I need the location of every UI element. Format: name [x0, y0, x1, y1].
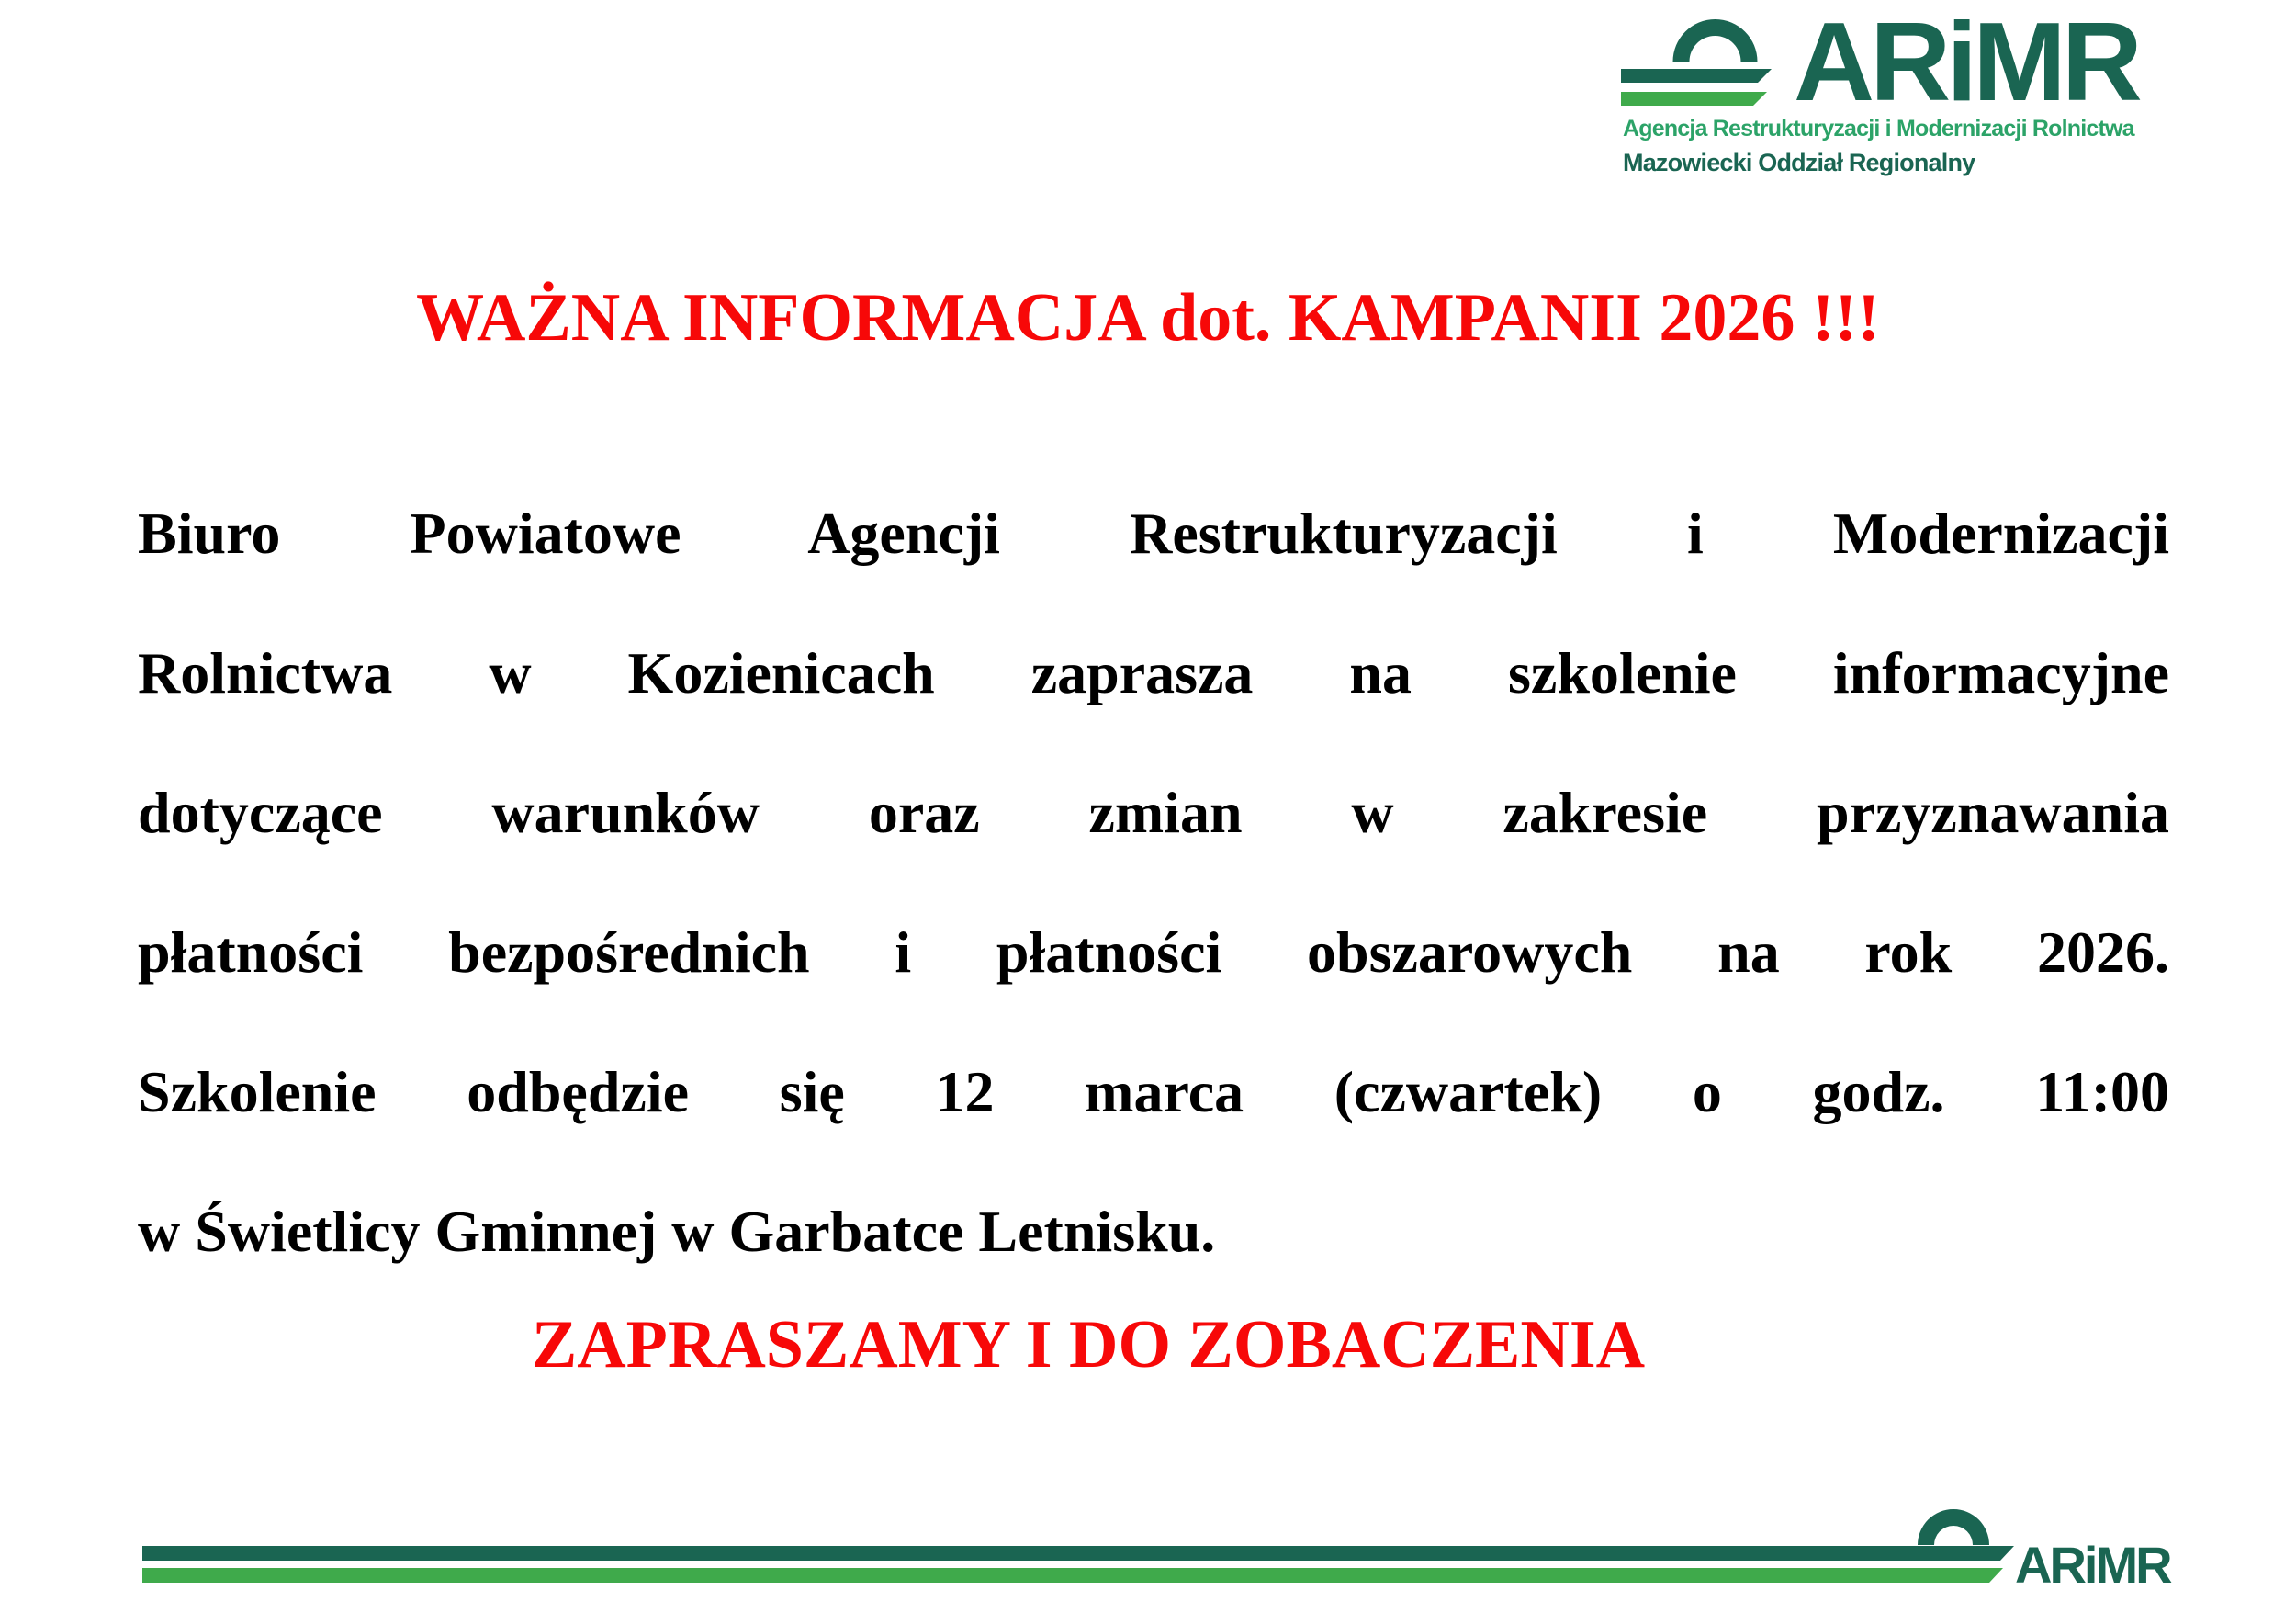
announcement-body — [138, 464, 2169, 1302]
logo-agency-name: Agencja Restrukturyzacji i Modernizacji Rolnictwa — [1623, 116, 2134, 141]
body-line: płatności bezpośrednich i płatności obszarowych na rok 2026. — [138, 919, 2169, 985]
body-line: w Świetlicy Gminnej w Garbatce Letnisku. — [138, 1199, 1216, 1264]
footer-arimr-arch-icon — [1912, 1484, 1995, 1545]
closing-line: ZAPRASZAMY I DO ZOBACZENIA — [531, 1307, 1646, 1382]
footer-divider-dark — [142, 1546, 2014, 1561]
arimr-wordmark: ARiMR — [1794, 0, 2138, 124]
arimr-logo — [1621, 0, 2227, 189]
body-line: dotyczące warunków oraz zmian w zakresie przyznawania — [138, 780, 2169, 845]
body-line: Biuro Powiatowe Agencji Restrukturyzacji i Modernizacji — [138, 501, 2169, 566]
footer-divider-light — [142, 1568, 2003, 1583]
headline: WAŻNA INFORMACJA dot. KAMPANII 2026 !!! — [416, 280, 1880, 355]
arimr-arch-icon — [1621, 15, 1777, 107]
footer-arimr-wordmark: ARiMR — [2015, 1536, 2170, 1594]
body-line: Rolnictwa w Kozienicach zaprasza na szkolenie informacyjne — [138, 640, 2169, 705]
logo-region-name: Mazowiecki Oddział Regionalny — [1623, 149, 1975, 176]
body-line: Szkolenie odbędzie się 12 marca (czwartek) o godz. 11:00 — [138, 1059, 2169, 1124]
